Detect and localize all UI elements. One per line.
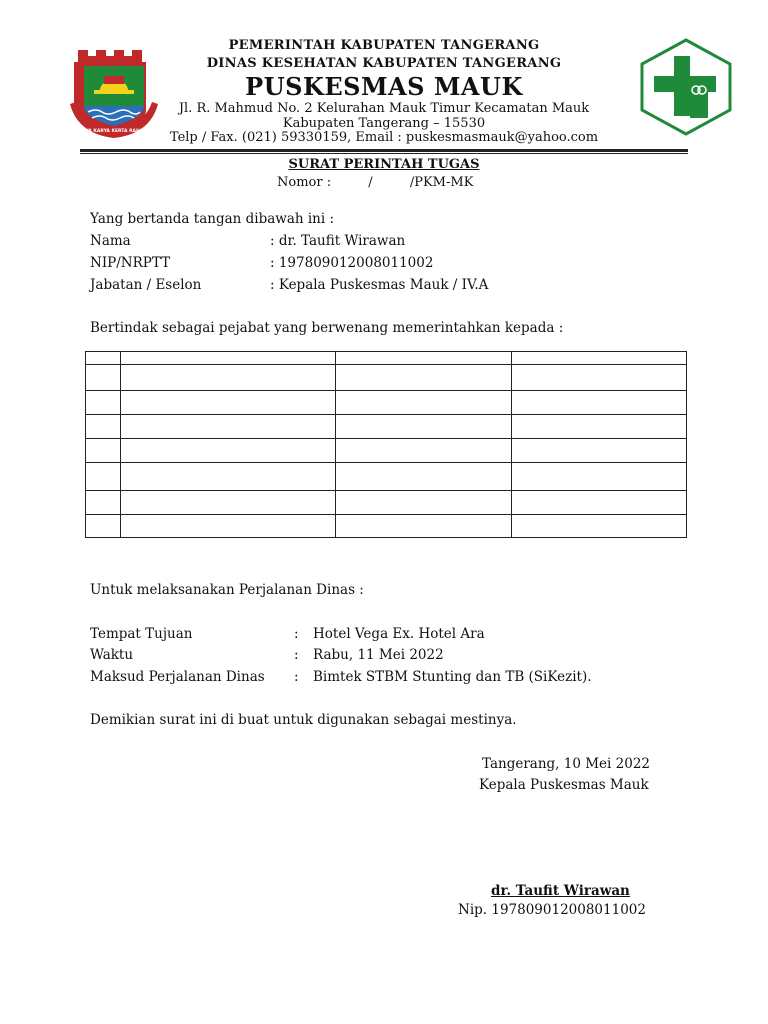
logo-ribbon-text: SATYA KARYA KERTA RAHARJA <box>76 129 152 134</box>
table-row <box>86 352 687 365</box>
signer-nip-label: NIP/NRPTT <box>90 255 171 271</box>
destination-value: Hotel Vega Ex. Hotel Ara <box>313 626 485 642</box>
table-row <box>86 391 687 415</box>
table-row <box>86 491 687 515</box>
document-number: Nomor : / /PKM-MK <box>277 175 474 190</box>
destination-label: Tempat Tujuan <box>90 626 193 642</box>
header-rule-thick <box>80 149 688 152</box>
table-row <box>86 365 687 391</box>
purpose-value: Bimtek STBM Stunting dan TB (SiKezit). <box>313 669 592 685</box>
table-row <box>86 439 687 463</box>
closing-text: Demikian surat ini di buat untuk digunakan sebagai mestinya. <box>90 712 517 728</box>
header-rule-thin <box>80 153 688 154</box>
header-government: PEMERINTAH KABUPATEN TANGERANG <box>228 38 540 53</box>
destination-colon: : <box>294 626 299 642</box>
header-org-name: PUSKESMAS MAUK <box>245 72 523 101</box>
authority-text: Bertindak sebagai pejabat yang berwenang memerintahkan kepada : <box>90 320 564 336</box>
signer-position-title: Kepala Puskesmas Mauk <box>479 777 649 793</box>
assignee-table <box>85 351 687 538</box>
signer-nip-value: : 197809012008011002 <box>270 255 434 271</box>
kabupaten-logo <box>68 46 160 142</box>
table-row <box>86 415 687 439</box>
signature-name: dr. Taufit Wirawan <box>491 883 630 899</box>
intro-text: Yang bertanda tangan dibawah ini : <box>90 211 335 227</box>
purpose-label: Maksud Perjalanan Dinas <box>90 669 265 685</box>
signer-name-label: Nama <box>90 233 131 249</box>
signer-position-value: : Kepala Puskesmas Mauk / IV.A <box>270 277 489 293</box>
header-department: DINAS KESEHATAN KABUPATEN TANGERANG <box>206 56 562 71</box>
signer-position-label: Jabatan / Eselon <box>90 277 202 293</box>
header-address-line1: Jl. R. Mahmud No. 2 Kelurahan Mauk Timur Kecamatan Mauk <box>178 101 590 116</box>
signer-name-value: : dr. Taufit Wirawan <box>270 233 406 249</box>
header-address-line2: Kabupaten Tangerang – 15530 <box>282 116 486 131</box>
puskesmas-logo <box>638 38 734 136</box>
time-colon: : <box>294 647 299 663</box>
purpose-intro: Untuk melaksanakan Perjalanan Dinas : <box>90 582 364 598</box>
time-value: Rabu, 11 Mei 2022 <box>313 647 444 663</box>
table-row <box>86 463 687 491</box>
signature-nip: Nip. 197809012008011002 <box>458 902 646 918</box>
table-row <box>86 515 687 538</box>
place-date: Tangerang, 10 Mei 2022 <box>482 756 650 772</box>
time-label: Waktu <box>90 647 134 663</box>
header-contact: Telp / Fax. (021) 59330159, Email : puskesmasmauk@yahoo.com <box>169 130 599 145</box>
document-title: SURAT PERINTAH TUGAS <box>288 157 480 172</box>
purpose-colon: : <box>294 669 299 685</box>
